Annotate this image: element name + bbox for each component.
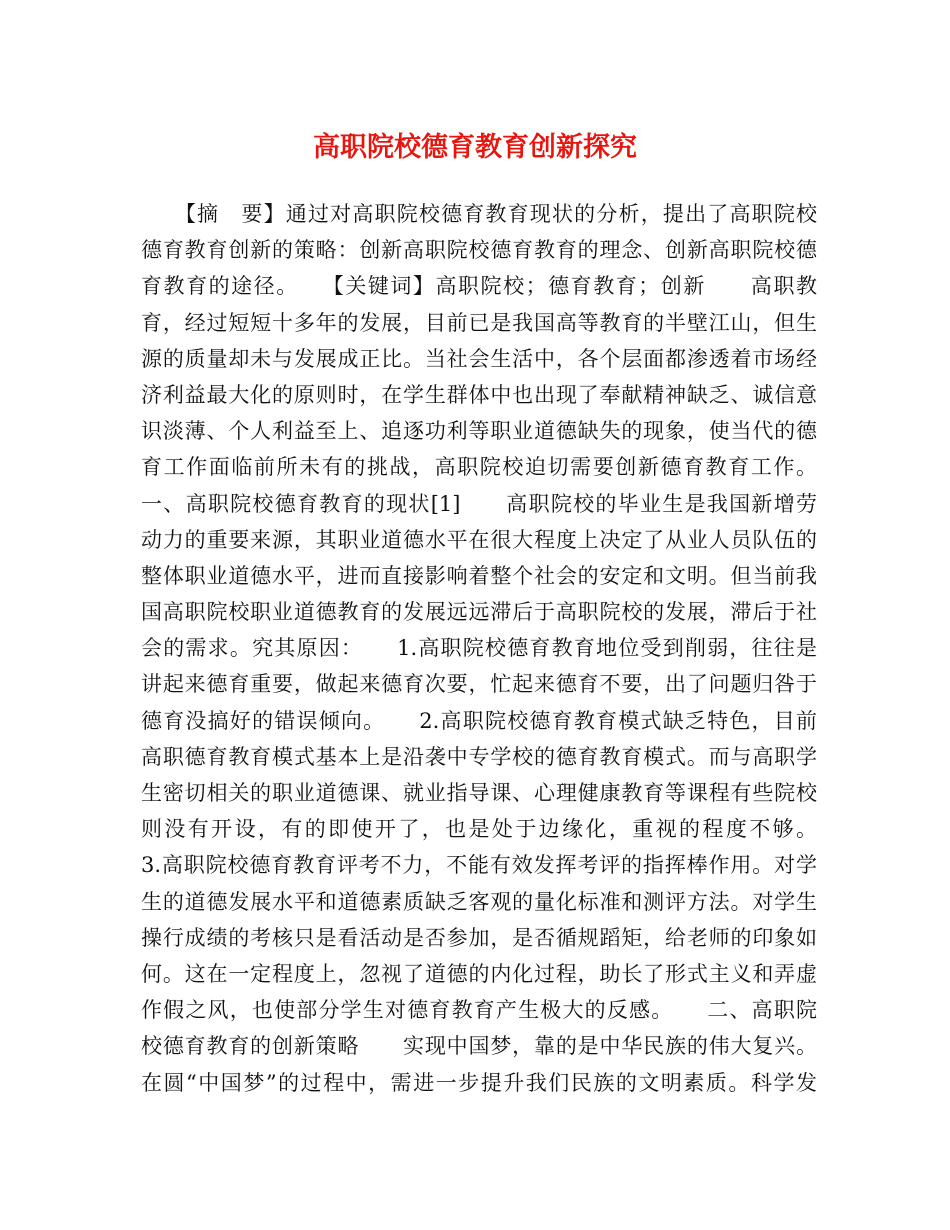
body-line: 育教育的途径。 【关键词】高职院校；德育教育；创新 高职教 — [141, 274, 817, 299]
body-line: 作假之风，也使部分学生对德育教育产生极大的反感。 二、高职院 — [141, 998, 817, 1023]
body-line: 生密切相关的职业道德课、就业指导课、心理健康教育等课程有些院校 — [141, 781, 817, 805]
body-line: 识淡薄、个人利益至上、追逐功利等职业道德缺失的现象，使当代的德 — [141, 419, 817, 444]
body-line: 高职德育教育模式基本上是沿袭中专学校的德育教育模式。而与高职学 — [141, 744, 817, 769]
body-line: 讲起来德育重要，做起来德育次要，忙起来德育不要，出了问题归咎于 — [141, 672, 817, 697]
body-line: 国高职院校职业道德教育的发展远远滞后于高职院校的发展，滞后于社 — [141, 600, 817, 625]
body-line: 德育没搞好的错误倾向。 2.高职院校德育教育模式缺乏特色，目前 — [141, 708, 817, 733]
body-line: 操行成绩的考核只是看活动是否参加，是否循规蹈矩，给老师的印象如 — [141, 925, 817, 950]
body-line: 一、高职院校德育教育的现状[1] 高职院校的毕业生是我国新增劳 — [141, 491, 817, 516]
document-body — [141, 196, 817, 1101]
body-line: 育工作面临前所未有的挑战，高职院校迫切需要创新德育教育工作。 — [141, 455, 817, 480]
body-line: 会的需求。究其原因： 1.高职院校德育教育地位受到削弱，往往是 — [141, 636, 817, 661]
body-line: 何。这在一定程度上，忽视了道德的内化过程，助长了形式主义和弄虚 — [141, 961, 817, 986]
body-line: 在圆“中国梦”的过程中，需进一步提升我们民族的文明素质。科学发 — [141, 1070, 817, 1095]
body-line: 3.高职院校德育教育评考不力，不能有效发挥考评的指挥棒作用。对学 — [141, 853, 817, 878]
body-line: 生的道德发展水平和道德素质缺乏客观的量化标准和测评方法。对学生 — [141, 889, 817, 914]
body-line: 育，经过短短十多年的发展，目前已是我国高等教育的半壁江山，但生 — [141, 310, 817, 335]
body-line: 则没有开设，有的即使开了，也是处于边缘化，重视的程度不够。 — [141, 817, 817, 842]
body-line: 源的质量却未与发展成正比。当社会生活中，各个层面都渗透着市场经 — [141, 346, 817, 371]
body-line: 德育教育创新的策略：创新高职院校德育教育的理念、创新高职院校德 — [141, 238, 817, 263]
body-line: 整体职业道德水平，进而直接影响着整个社会的安定和文明。但当前我 — [141, 563, 817, 588]
body-line: 济利益最大化的原则时，在学生群体中也出现了奉献精神缺乏、诚信意 — [141, 382, 817, 407]
body-line: 校德育教育的创新策略 实现中国梦，靠的是中华民族的伟大复兴。 — [141, 1034, 817, 1059]
body-line: 【摘 要】通过对高职院校德育教育现状的分析，提出了高职院校 — [141, 202, 817, 226]
body-line: 动力的重要来源，其职业道德水平在很大程度上决定了从业人员队伍的 — [141, 527, 817, 552]
document-title: 高职院校德育教育创新探究 — [313, 132, 637, 163]
